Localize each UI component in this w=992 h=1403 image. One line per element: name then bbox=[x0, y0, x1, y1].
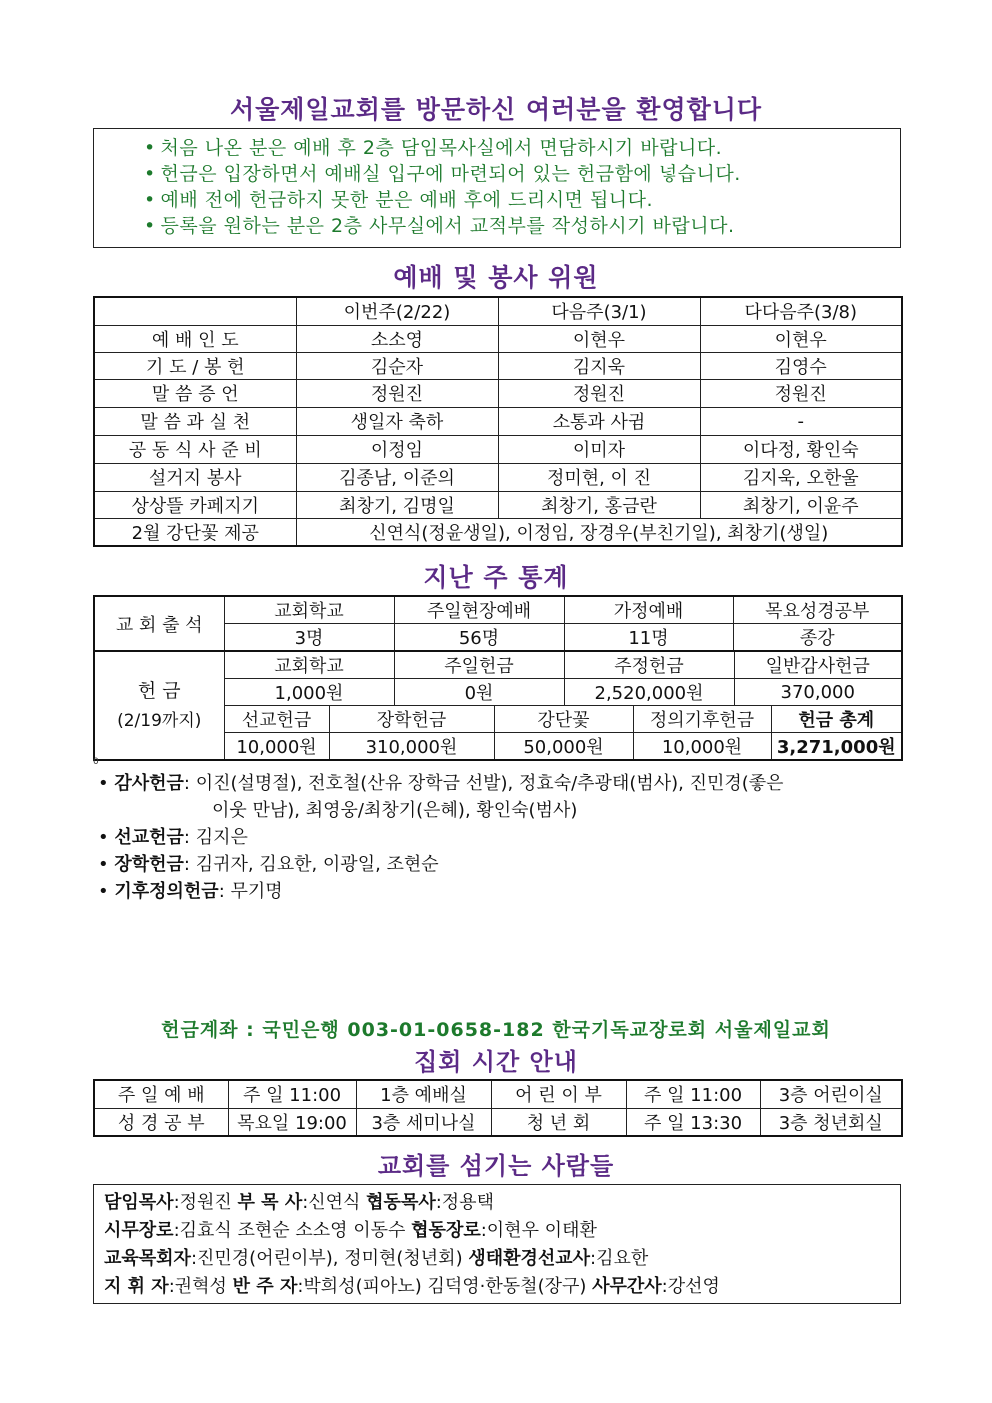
meetings-title: 집회 시간 안내 bbox=[414, 1048, 578, 1076]
row-label: 교 회 출 석 bbox=[94, 596, 224, 651]
note-key: 기후정의헌금 bbox=[114, 881, 219, 902]
offering-period: (2/19까지) bbox=[117, 710, 202, 731]
welcome-line bbox=[144, 135, 900, 161]
table-header: 정의기후헌금 bbox=[633, 706, 771, 733]
staff-line bbox=[104, 1217, 900, 1245]
table-cell: 1,000원 bbox=[224, 679, 394, 706]
table-row bbox=[94, 325, 902, 352]
staff-title: 교회를 섬기는 사람들 bbox=[377, 1152, 615, 1180]
table-cell: 김종남, 이준의 bbox=[296, 463, 498, 491]
offering-label: 헌 금 bbox=[137, 679, 181, 702]
staff-names: :진민경(어린이부), 정미현(청년회) bbox=[190, 1248, 469, 1269]
table-header: 주일현장예배 bbox=[394, 596, 564, 624]
staff-box bbox=[93, 1184, 901, 1304]
table-cell: - bbox=[700, 407, 902, 435]
table-cell: 소통과 사귐 bbox=[498, 407, 700, 435]
stats-title: 지난 주 통계 bbox=[423, 563, 569, 592]
table-header: 선교헌금 bbox=[224, 706, 329, 733]
staff-names: :이현우 이태환 bbox=[480, 1220, 597, 1241]
welcome-text: 처음 나온 분은 예배 후 2층 담임목사실에서 면담하시기 바랍니다. bbox=[160, 137, 723, 159]
table-row bbox=[94, 1108, 902, 1136]
staff-names: :박희성(피아노) 김덕영·한동철(장구) bbox=[297, 1276, 593, 1297]
attendance-table bbox=[93, 595, 903, 652]
bullet-icon: • bbox=[144, 137, 156, 159]
table-header: 이번주(2/22) bbox=[296, 297, 498, 325]
table-cell: 주 일 13:30 bbox=[626, 1108, 760, 1136]
table-cell: 성 경 공 부 bbox=[94, 1108, 228, 1136]
table-cell: 김순자 bbox=[296, 352, 498, 379]
account-info: 헌금계좌 : 국민은행 003-01-0658-182 한국기독교장로회 서울제일교회 bbox=[161, 1019, 831, 1041]
note-item bbox=[98, 878, 908, 905]
staff-role: 사무간사 bbox=[592, 1276, 662, 1297]
staff-names: :정원진 bbox=[173, 1192, 238, 1213]
staff-names: :정용택 bbox=[435, 1192, 494, 1213]
note-value: : 이진(설명절), 전호철(산유 장학금 선발), 정효숙/추광태(범사), 진민경(좋은 bbox=[183, 773, 784, 794]
table-row bbox=[94, 297, 902, 325]
note-value: : 김지은 bbox=[183, 827, 248, 848]
table-cell: 이다정, 황인숙 bbox=[700, 435, 902, 463]
table-cell: 이현우 bbox=[700, 325, 902, 352]
row-label: 말 씀 증 언 bbox=[94, 379, 296, 407]
staff-line bbox=[104, 1189, 900, 1217]
table-cell: 종강 bbox=[733, 624, 902, 652]
table-cell: 이현우 bbox=[498, 325, 700, 352]
meetings-table bbox=[93, 1079, 903, 1137]
row-label: 기 도 / 봉 헌 bbox=[94, 352, 296, 379]
staff-role: 부 목 사 bbox=[237, 1192, 303, 1213]
table-header: 다다음주(3/8) bbox=[700, 297, 902, 325]
table-cell: 10,000원 bbox=[633, 733, 771, 761]
table-header: 교회학교 bbox=[224, 596, 394, 624]
table-cell: 50,000원 bbox=[494, 733, 633, 761]
table-cell: 3층 세미나실 bbox=[356, 1108, 491, 1136]
table-header: 강단꽃 bbox=[494, 706, 633, 733]
table-cell: 3층 어린이실 bbox=[760, 1080, 902, 1108]
table-cell: 최창기, 홍금란 bbox=[498, 491, 700, 518]
welcome-text: 등록을 원하는 분은 2층 사무실에서 교적부를 작성하시기 바랍니다. bbox=[160, 215, 735, 237]
table-header: 주정헌금 bbox=[564, 651, 734, 679]
table-header: 다음주(3/1) bbox=[498, 297, 700, 325]
table-cell: 생일자 축하 bbox=[296, 407, 498, 435]
table-cell: 목요일 19:00 bbox=[228, 1108, 356, 1136]
row-label: 공 동 식 사 준 비 bbox=[94, 435, 296, 463]
note-key: 선교헌금 bbox=[114, 827, 184, 848]
note-item bbox=[98, 770, 908, 797]
table-cell: 310,000원 bbox=[329, 733, 494, 761]
table-row bbox=[94, 491, 902, 518]
row-label: 상상뜰 카페지기 bbox=[94, 491, 296, 518]
table-row bbox=[94, 463, 902, 491]
small-mark: 0 bbox=[93, 757, 99, 767]
note-item bbox=[98, 851, 908, 878]
staff-line bbox=[104, 1245, 900, 1273]
staff-role: 지 휘 자 bbox=[104, 1276, 169, 1297]
staff-role: 협동장로 bbox=[411, 1220, 481, 1241]
note-item bbox=[98, 824, 908, 851]
table-cell: 김지욱, 오한울 bbox=[700, 463, 902, 491]
staff-role: 반 주 자 bbox=[232, 1276, 298, 1297]
staff-names: :강선영 bbox=[661, 1276, 720, 1297]
bullet-icon: • bbox=[98, 827, 109, 848]
table-cell: 이정임 bbox=[296, 435, 498, 463]
welcome-text: 예배 전에 헌금하지 못한 분은 예배 후에 드리시면 됩니다. bbox=[160, 189, 654, 211]
staff-role: 교육목회자 bbox=[104, 1248, 191, 1269]
table-cell: 소소영 bbox=[296, 325, 498, 352]
welcome-line bbox=[144, 213, 900, 239]
table-header: 가정예배 bbox=[564, 596, 733, 624]
table-row bbox=[94, 352, 902, 379]
staff-names: :김효식 조현순 소소영 이동수 bbox=[173, 1220, 412, 1241]
table-row bbox=[94, 1080, 902, 1108]
bullet-icon: • bbox=[98, 881, 109, 902]
row-label: 말 씀 과 실 천 bbox=[94, 407, 296, 435]
table-cell: 370,000 bbox=[734, 679, 902, 706]
table-cell: 김지욱 bbox=[498, 352, 700, 379]
table-row bbox=[94, 435, 902, 463]
staff-names: :신연식 bbox=[302, 1192, 367, 1213]
bullet-icon: • bbox=[144, 163, 156, 185]
table-cell: 신연식(정윤생일), 이정임, 장경우(부친기일), 최창기(생일) bbox=[296, 518, 902, 546]
table-cell: 0원 bbox=[394, 679, 564, 706]
table-cell: 김영수 bbox=[700, 352, 902, 379]
bullet-icon: • bbox=[98, 773, 109, 794]
welcome-line bbox=[144, 187, 900, 213]
bullet-icon: • bbox=[144, 215, 156, 237]
table-cell: 정원진 bbox=[296, 379, 498, 407]
table-cell: 정원진 bbox=[498, 379, 700, 407]
row-label: 설거지 봉사 bbox=[94, 463, 296, 491]
table-cell: 2,520,000원 bbox=[564, 679, 734, 706]
welcome-title: 서울제일교회를 방문하신 여러분을 환영합니다 bbox=[229, 95, 763, 124]
offering-label-cell bbox=[94, 651, 224, 760]
table-header: 일반감사헌금 bbox=[734, 651, 902, 679]
staff-role: 담임목사 bbox=[104, 1192, 174, 1213]
table-row bbox=[94, 518, 902, 546]
note-key: 장학헌금 bbox=[114, 854, 184, 875]
bullet-icon: • bbox=[98, 854, 109, 875]
welcome-text: 헌금은 입장하면서 예배실 입구에 마련되어 있는 헌금함에 넣습니다. bbox=[160, 163, 741, 185]
staff-role: 시무장로 bbox=[104, 1220, 174, 1241]
table-cell: 3층 청년회실 bbox=[760, 1108, 902, 1136]
offering-table bbox=[93, 650, 903, 761]
staff-role: 생태환경선교사 bbox=[468, 1248, 591, 1269]
table-cell: 어 린 이 부 bbox=[491, 1080, 626, 1108]
note-continuation: 이웃 만남), 최영웅/최창기(은혜), 황인숙(범사) bbox=[212, 800, 578, 821]
table-cell bbox=[94, 297, 296, 325]
row-label: 예 배 인 도 bbox=[94, 325, 296, 352]
table-cell: 최창기, 김명일 bbox=[296, 491, 498, 518]
table-cell: 11명 bbox=[564, 624, 733, 652]
table-header: 장학헌금 bbox=[329, 706, 494, 733]
table-row bbox=[94, 596, 902, 624]
row-label: 2월 강단꽃 제공 bbox=[94, 518, 296, 546]
offering-total-value: 3,271,000원 bbox=[771, 733, 902, 761]
table-cell: 1층 예배실 bbox=[356, 1080, 491, 1108]
staff-line bbox=[104, 1273, 900, 1301]
table-cell: 주 일 11:00 bbox=[626, 1080, 760, 1108]
duty-table bbox=[93, 296, 903, 547]
duty-title: 예배 및 봉사 위원 bbox=[393, 263, 599, 292]
note-value: : 무기명 bbox=[218, 881, 283, 902]
bullet-icon: • bbox=[144, 189, 156, 211]
table-cell: 56명 bbox=[394, 624, 564, 652]
table-cell: 정원진 bbox=[700, 379, 902, 407]
table-row bbox=[94, 651, 902, 679]
table-cell: 정미현, 이 진 bbox=[498, 463, 700, 491]
table-cell: 주 일 예 배 bbox=[94, 1080, 228, 1108]
staff-names: :김요한 bbox=[590, 1248, 649, 1269]
table-cell: 3명 bbox=[224, 624, 394, 652]
staff-role: 협동목사 bbox=[366, 1192, 436, 1213]
table-cell: 이미자 bbox=[498, 435, 700, 463]
table-header: 교회학교 bbox=[224, 651, 394, 679]
table-header: 목요성경공부 bbox=[733, 596, 902, 624]
staff-names: :권혁성 bbox=[168, 1276, 233, 1297]
note-value: : 김귀자, 김요한, 이광일, 조현순 bbox=[183, 854, 439, 875]
note-key: 감사헌금 bbox=[114, 773, 184, 794]
welcome-line bbox=[144, 161, 900, 187]
offering-total-header: 헌금 총계 bbox=[771, 706, 902, 733]
offering-notes bbox=[98, 770, 908, 905]
table-cell: 청 년 회 bbox=[491, 1108, 626, 1136]
welcome-box bbox=[93, 128, 901, 248]
table-cell: 10,000원 bbox=[224, 733, 329, 761]
table-cell: 최창기, 이윤주 bbox=[700, 491, 902, 518]
table-row bbox=[94, 379, 902, 407]
table-cell: 주 일 11:00 bbox=[228, 1080, 356, 1108]
table-row bbox=[94, 407, 902, 435]
table-header: 주일헌금 bbox=[394, 651, 564, 679]
